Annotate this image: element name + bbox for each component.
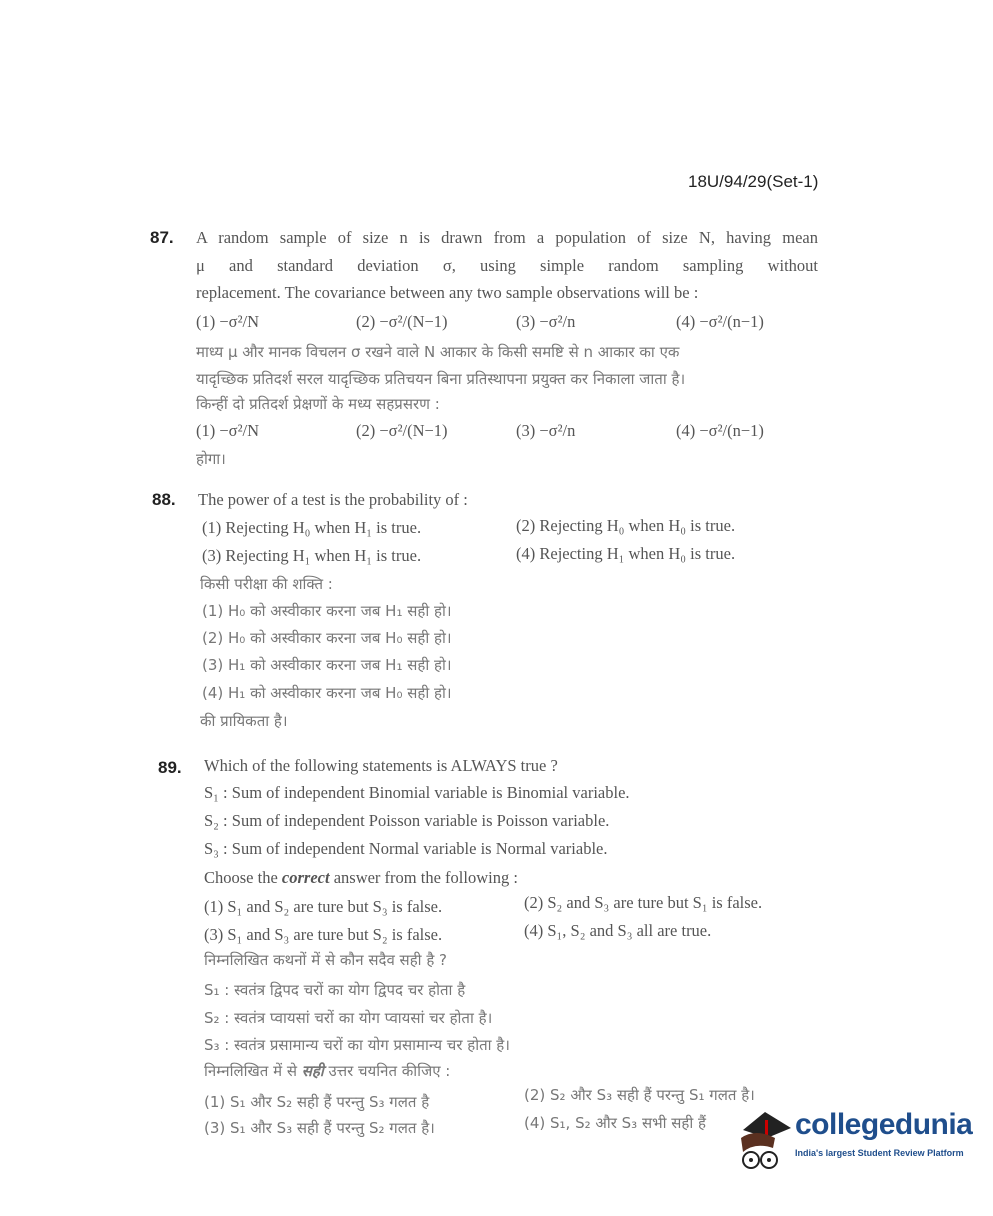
question-text-hindi: किन्हीं दो प्रतिदर्श प्रेक्षणों के मध्य सहप्रसरण :	[196, 395, 440, 413]
option: (2) H₀ को अस्वीकार करना जब H₀ सही हो।	[202, 629, 452, 647]
question-text: A random sample of size n is drawn from a population of size N, having mean	[196, 228, 818, 247]
mascot-icon	[735, 1108, 795, 1178]
statement-hindi: S₁ : स्वतंत्र द्विपद चरों का योग द्विपद चर होता है	[204, 981, 466, 999]
option: (2) −σ²/(N−1)	[356, 312, 448, 331]
statement: S₃ : Sum of independent Normal variable is Normal variable.	[204, 839, 608, 858]
option: (1) S₁ and S₂ are ture but S₃ is false.	[204, 897, 443, 916]
choose-instruction	[204, 868, 518, 888]
logo-name: collegedunia	[795, 1108, 973, 1141]
option: (4) H₁ को अस्वीकार करना जब H₀ सही हो।	[202, 684, 452, 702]
option: (3) −σ²/n	[516, 312, 576, 331]
option: (3) −σ²/n	[516, 421, 576, 440]
option: (4) −σ²/(n−1)	[676, 312, 764, 331]
question-text: The power of a test is the probability of :	[198, 490, 468, 509]
option: (1) −σ²/N	[196, 421, 260, 440]
text: उत्तर चयनित कीजिए :	[323, 1062, 451, 1080]
choose-instruction-hindi	[204, 1061, 450, 1081]
option: (4) −σ²/(n−1)	[676, 421, 764, 440]
question-text-hindi: यादृच्छिक प्रतिदर्श सरल यादृच्छिक प्रतिचयन बिना प्रतिस्थापना प्रयुक्त कर निकाला जाता है।	[196, 370, 686, 388]
statement-hindi: S₃ : स्वतंत्र प्रसामान्य चरों का योग प्रसामान्य चर होता है।	[204, 1036, 510, 1054]
option-hindi: (1) S₁ और S₂ सही हैं परन्तु S₃ गलत है	[204, 1093, 430, 1111]
question-number: 87.	[150, 228, 174, 247]
text: Choose the	[204, 868, 282, 887]
question-text-hindi: निम्नलिखित कथनों में से कौन सदैव सही है ?	[204, 951, 448, 969]
question-text-hindi: होगा।	[196, 450, 226, 468]
option: (4) S₁, S₂ and S₃ all are true.	[524, 921, 712, 940]
question-number: 88.	[152, 490, 176, 509]
question-text-hindi: की प्रायिकता है।	[200, 712, 288, 730]
option-hindi: (2) S₂ और S₃ सही हैं परन्तु S₁ गलत है।	[524, 1086, 755, 1104]
question-number: 89.	[158, 758, 182, 777]
text: निम्नलिखित में से	[204, 1062, 302, 1080]
option-hindi: (4) S₁, S₂ और S₃ सभी सही हैं	[524, 1114, 707, 1132]
question-text: μ and standard deviation σ, using simple random sampling without	[196, 256, 818, 275]
option: (4) Rejecting H₁ when H₀ is true.	[516, 544, 736, 563]
statement-hindi: S₂ : स्वतंत्र प्वायसां चरों का योग प्वायसां चर होता है।	[204, 1009, 493, 1027]
option: (3) Rejecting H₁ when H₁ is true.	[202, 546, 422, 565]
option: (3) S₁ and S₃ are ture but S₂ is false.	[204, 925, 443, 944]
question-text: replacement. The covariance between any two sample observations will be :	[196, 283, 699, 302]
question-text: Which of the following statements is ALWAYS true ?	[204, 756, 558, 775]
text: answer from the following :	[329, 868, 518, 887]
statement: S₂ : Sum of independent Poisson variable is Poisson variable.	[204, 811, 610, 830]
option: (2) Rejecting H₀ when H₀ is true.	[516, 516, 736, 535]
option: (3) H₁ को अस्वीकार करना जब H₁ सही हो।	[202, 656, 452, 674]
statement: S₁ : Sum of independent Binomial variable is Binomial variable.	[204, 783, 630, 802]
option: (1) H₀ को अस्वीकार करना जब H₁ सही हो।	[202, 602, 452, 620]
option: (2) S₂ and S₃ are ture but S₁ is false.	[524, 893, 763, 912]
collegedunia-watermark	[735, 1108, 973, 1178]
option: (2) −σ²/(N−1)	[356, 421, 448, 440]
paper-code: 18U/94/29(Set-1)	[688, 172, 819, 191]
logo-tagline: India's largest Student Review Platform	[795, 1148, 964, 1158]
option-hindi: (3) S₁ और S₃ सही हैं परन्तु S₂ गलत है।	[204, 1119, 435, 1137]
emphasis: सही	[301, 1062, 324, 1080]
question-text-hindi: किसी परीक्षा की शक्ति :	[200, 575, 333, 593]
question-text-hindi: माध्य μ और मानक विचलन σ रखने वाले N आकार के किसी समष्टि से n आकार का एक	[196, 343, 680, 361]
option: (1) Rejecting H₀ when H₁ is true.	[202, 518, 422, 537]
option: (1) −σ²/N	[196, 312, 260, 331]
emphasis: correct	[281, 868, 330, 887]
